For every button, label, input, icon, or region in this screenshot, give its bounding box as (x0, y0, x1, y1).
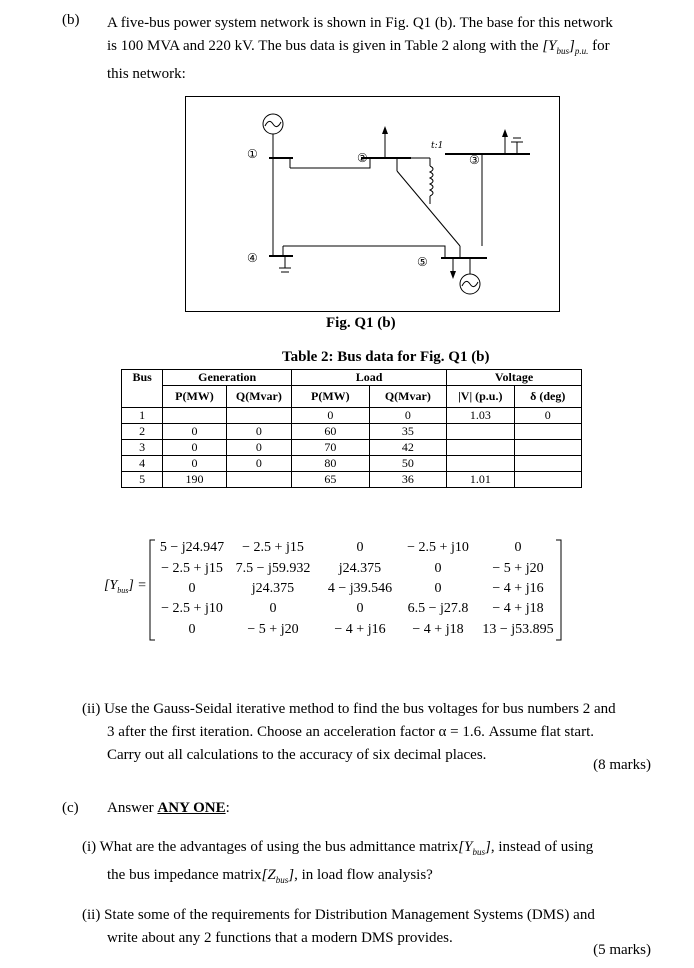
ybus-pu-symbol: $[Y_{bus}]_{p.u.}$ (542, 38, 589, 56)
table-cell-lq: 35 (369, 424, 447, 440)
question-b-ii (82, 698, 653, 767)
table-cell-d (514, 440, 581, 456)
ybus-cell: 0 (434, 581, 442, 596)
ybus-label: $[Y_{bus}]$ = (104, 578, 147, 595)
table-cell-v: 1.01 (447, 472, 514, 488)
answer-emphasis: ANY ONE (157, 800, 226, 816)
ybus-cell: − 4 + j18 (412, 622, 464, 637)
table-cell-lp: 0 (292, 408, 370, 424)
ybus-cell: j24.375 (338, 561, 382, 576)
table-row (122, 472, 582, 488)
ybus-cell: 0 (188, 622, 196, 637)
ybus-cell: 13 − j53.895 (482, 622, 554, 637)
table-cell-gq (226, 472, 291, 488)
ybus-cell: − 2.5 + j10 (407, 540, 469, 555)
table-cell-bus: 1 (122, 408, 163, 424)
transformer-ratio: t:1 (431, 141, 444, 151)
q-c-ii-line-1: (ii) State some of the requirements for Distribution Management Systems (DMS) and (82, 907, 595, 923)
table-cell-gp: 0 (163, 424, 226, 440)
question-c-ii (82, 904, 653, 950)
ybus-cell: j24.375 (251, 581, 295, 596)
ybus-cell: − 4 + j16 (334, 622, 386, 637)
ybus-cell: 6.5 − j27.8 (407, 601, 469, 616)
header-v-pu: |V| (p.u.) (447, 386, 514, 408)
table-row (122, 424, 582, 440)
table-cell-lq: 50 (369, 456, 447, 472)
ybus-cell: − 2.5 + j15 (161, 561, 223, 576)
table-cell-bus: 4 (122, 456, 163, 472)
ybus-cell: − 5 + j20 (492, 561, 544, 576)
intro-line-1: A five-bus power system network is shown in Fig. Q1 (b). The base for this network (107, 15, 613, 31)
ybus-cell: − 2.5 + j10 (161, 601, 223, 616)
part-c-label: (c) (62, 800, 79, 816)
table-cell-lp: 60 (292, 424, 370, 440)
answer-instruction: Answer ANY ONE: (107, 800, 230, 816)
ybus-cell: 0 (356, 540, 364, 555)
table-row (122, 408, 582, 424)
table-cell-gp: 190 (163, 472, 226, 488)
table-cell-lp: 80 (292, 456, 370, 472)
header-bus: Bus (122, 370, 163, 408)
bus-1 (247, 114, 371, 256)
ybus-cell: − 4 + j16 (492, 581, 544, 596)
table-row (122, 440, 582, 456)
table-cell-v: 1.03 (447, 408, 514, 424)
table-cell-lq: 36 (369, 472, 447, 488)
table-cell-lp: 70 (292, 440, 370, 456)
q-b-ii-line-2: 3 after the first iteration. Choose an acceleration factor α = 1.6. Assume flat start. (107, 724, 594, 740)
header-gen-p: P(MW) (163, 386, 226, 408)
table-cell-bus: 3 (122, 440, 163, 456)
table-cell-lp: 65 (292, 472, 370, 488)
header-delta: δ (deg) (514, 386, 581, 408)
figure-caption: Fig. Q1 (b) (326, 315, 396, 331)
intro-line-2: is 100 MVA and 220 kV. The bus data is given in Table 2 along with the $[Y_{bus}]_{p.u.}$ for (107, 38, 610, 56)
table-cell-d (514, 472, 581, 488)
table-cell-lq: 0 (369, 408, 447, 424)
header-load: Load (292, 370, 447, 386)
bus-label-4: ④ (247, 251, 258, 265)
header-voltage: Voltage (447, 370, 582, 386)
transformer (411, 141, 443, 204)
bus-label-5: ⑤ (417, 255, 428, 269)
table-cell-gp: 0 (163, 440, 226, 456)
marks-c: (5 marks) (593, 942, 651, 958)
table-cell-gq: 0 (226, 440, 291, 456)
header-generation: Generation (163, 370, 292, 386)
table-cell-gq (226, 408, 291, 424)
table-cell-gq: 0 (226, 456, 291, 472)
q-c-i-line-2: the bus impedance $matrix[Z_{bus}]$, in load flow analysis? (107, 867, 433, 885)
q-c-ii-line-2: write about any 2 functions that a modern DMS provides. (107, 930, 453, 946)
table-cell-v (447, 456, 514, 472)
table-title: Table 2: Bus data for Fig. Q1 (b) (282, 349, 490, 365)
table-cell-d (514, 456, 581, 472)
ybus-symbol: $[Y_{bus}]$ (458, 839, 491, 857)
marks-b: (8 marks) (593, 757, 651, 773)
bus-3 (445, 129, 530, 246)
table-cell-v (447, 440, 514, 456)
ybus-cell: − 4 + j18 (492, 601, 544, 616)
ybus-cell: 4 − j39.546 (327, 581, 393, 596)
bus-data-table (121, 369, 582, 488)
ybus-cell: 7.5 − j59.932 (235, 561, 311, 576)
ybus-cell: 0 (269, 601, 277, 616)
bus-5 (397, 171, 487, 294)
bus-label-2: ② (357, 151, 368, 165)
intro-line-3: this network: (107, 66, 186, 82)
ybus-cell: − 5 + j20 (247, 622, 299, 637)
bus-4 (247, 246, 445, 272)
part-b-intro (107, 12, 653, 86)
table-cell-d: 0 (514, 408, 581, 424)
q-c-i-line-1: (i) What are the advantages of using the bus admittance $matrix[Y_{bus}]$, instead of using (82, 839, 594, 857)
header-gen-q: Q(Mvar) (226, 386, 291, 408)
table-cell-gq: 0 (226, 424, 291, 440)
table-cell-v (447, 424, 514, 440)
ybus-cell: − 2.5 + j15 (242, 540, 304, 555)
header-load-p: P(MW) (292, 386, 370, 408)
table-cell-bus: 5 (122, 472, 163, 488)
ybus-cell: 0 (434, 561, 442, 576)
ybus-cell: 5 − j24.947 (159, 540, 225, 555)
part-b-label: (b) (62, 12, 80, 28)
table-cell-gp (163, 408, 226, 424)
bus-2 (273, 126, 411, 171)
header-load-q: Q(Mvar) (369, 386, 447, 408)
ybus-cell: 0 (188, 581, 196, 596)
table-row (122, 456, 582, 472)
table-cell-bus: 2 (122, 424, 163, 440)
q-b-ii-line-1: (ii) Use the Gauss-Seidal iterative method to find the bus voltages for bus numbers 2 and (82, 701, 616, 717)
question-c-i (82, 836, 653, 892)
table-cell-lq: 42 (369, 440, 447, 456)
five-bus-network-diagram (185, 96, 560, 312)
bus-label-3: ③ (469, 153, 480, 167)
bus-label-1: ① (247, 147, 258, 161)
q-b-ii-line-3: Carry out all calculations to the accuracy of six decimal places. (107, 747, 487, 763)
ybus-cell: 0 (514, 540, 522, 555)
zbus-symbol: $[Z_{bus}]$ (261, 867, 295, 885)
table-cell-d (514, 424, 581, 440)
table-cell-gp: 0 (163, 456, 226, 472)
ybus-cell: 0 (356, 601, 364, 616)
